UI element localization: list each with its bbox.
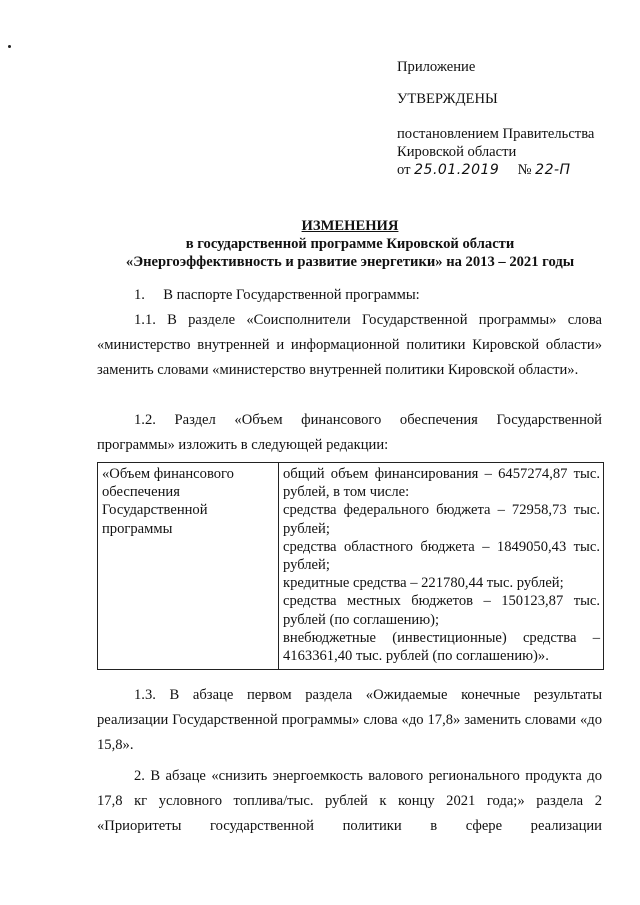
date-prefix: от [397,162,411,178]
heading-line: Государственной [102,502,208,519]
approved-label: УТВЕРЖДЕНЫ [397,91,498,107]
table-cell-amounts [279,463,604,670]
amount-line: внебюджетные (инвестиционные) средства – [283,629,600,646]
financing-table [97,462,604,670]
document-title [90,217,610,271]
amount-line: средства федерального бюджета – 72958,73 тыс. [283,502,600,519]
resolution-label: постановлением Правительства [397,126,595,142]
amount-line: 4163361,40 тыс. рублей (по соглашению)». [283,648,549,665]
amount-line: рублей (по соглашению); [283,611,440,628]
amount-line: средства областного бюджета – 1849050,43 тыс. [283,538,600,555]
handwritten-number: 22-П [535,162,571,178]
scan-speck [8,45,11,48]
amount-line: рублей; [283,520,330,537]
number-prefix: № [517,162,532,178]
title-line-2: в государственной программе Кировской области [185,236,515,252]
amount-line: рублей; [283,557,330,574]
amount-line: средства местных бюджетов – 150123,87 тыс. [283,593,600,610]
amount-line: общий объем финансирования – 6457274,87 тыс. [283,466,600,482]
amount-line: рублей, в том числе: [283,484,410,501]
appendix-label: Приложение [397,59,476,75]
amount-line: кредитные средства – 221780,44 тыс. рублей; [283,575,564,592]
paragraph-1-2: 1.2. Раздел «Объем финансового обеспечения Государственной программы» изложить в следующей редакции: [97,412,602,453]
date-number-line [397,161,627,179]
title-main: ИЗМЕНЕНИЯ [301,218,399,234]
handwritten-date: 25.01.2019 [414,162,500,178]
table-cell-heading [98,463,279,670]
title-line-3: «Энергоэффективность и развитие энергетики» на 2013 – 2021 годы [125,254,575,270]
heading-line: обеспечения [102,484,180,501]
paragraph-1-1: 1.1. В разделе «Соисполнители Государственной программы» слова «министерство внутренней и информационной политики Кировской области» заменить словами «министерство внутренней политики Кировской области». [97,312,602,378]
heading-line: «Объем финансового [102,466,234,482]
paragraph-1: 1. В паспорте Государственной программы: [134,287,420,303]
table-row [98,463,604,670]
heading-line: программы [102,520,173,537]
paragraph-2: 2. В абзаце «снизить энергоемкость валового регионального продукта до 17,8 кг условного топлива/тыс. рублей к концу 2021 года;» раздела 2 «Приоритеты государственной политики в сфере реализации [97,768,602,834]
approval-block [397,58,627,179]
paragraph-1-3: 1.3. В абзаце первом раздела «Ожидаемые конечные результаты реализации Государственной программы» слова «до 17,8» заменить словами «до 15,8». [97,687,602,753]
region-label: Кировской области [397,144,517,160]
